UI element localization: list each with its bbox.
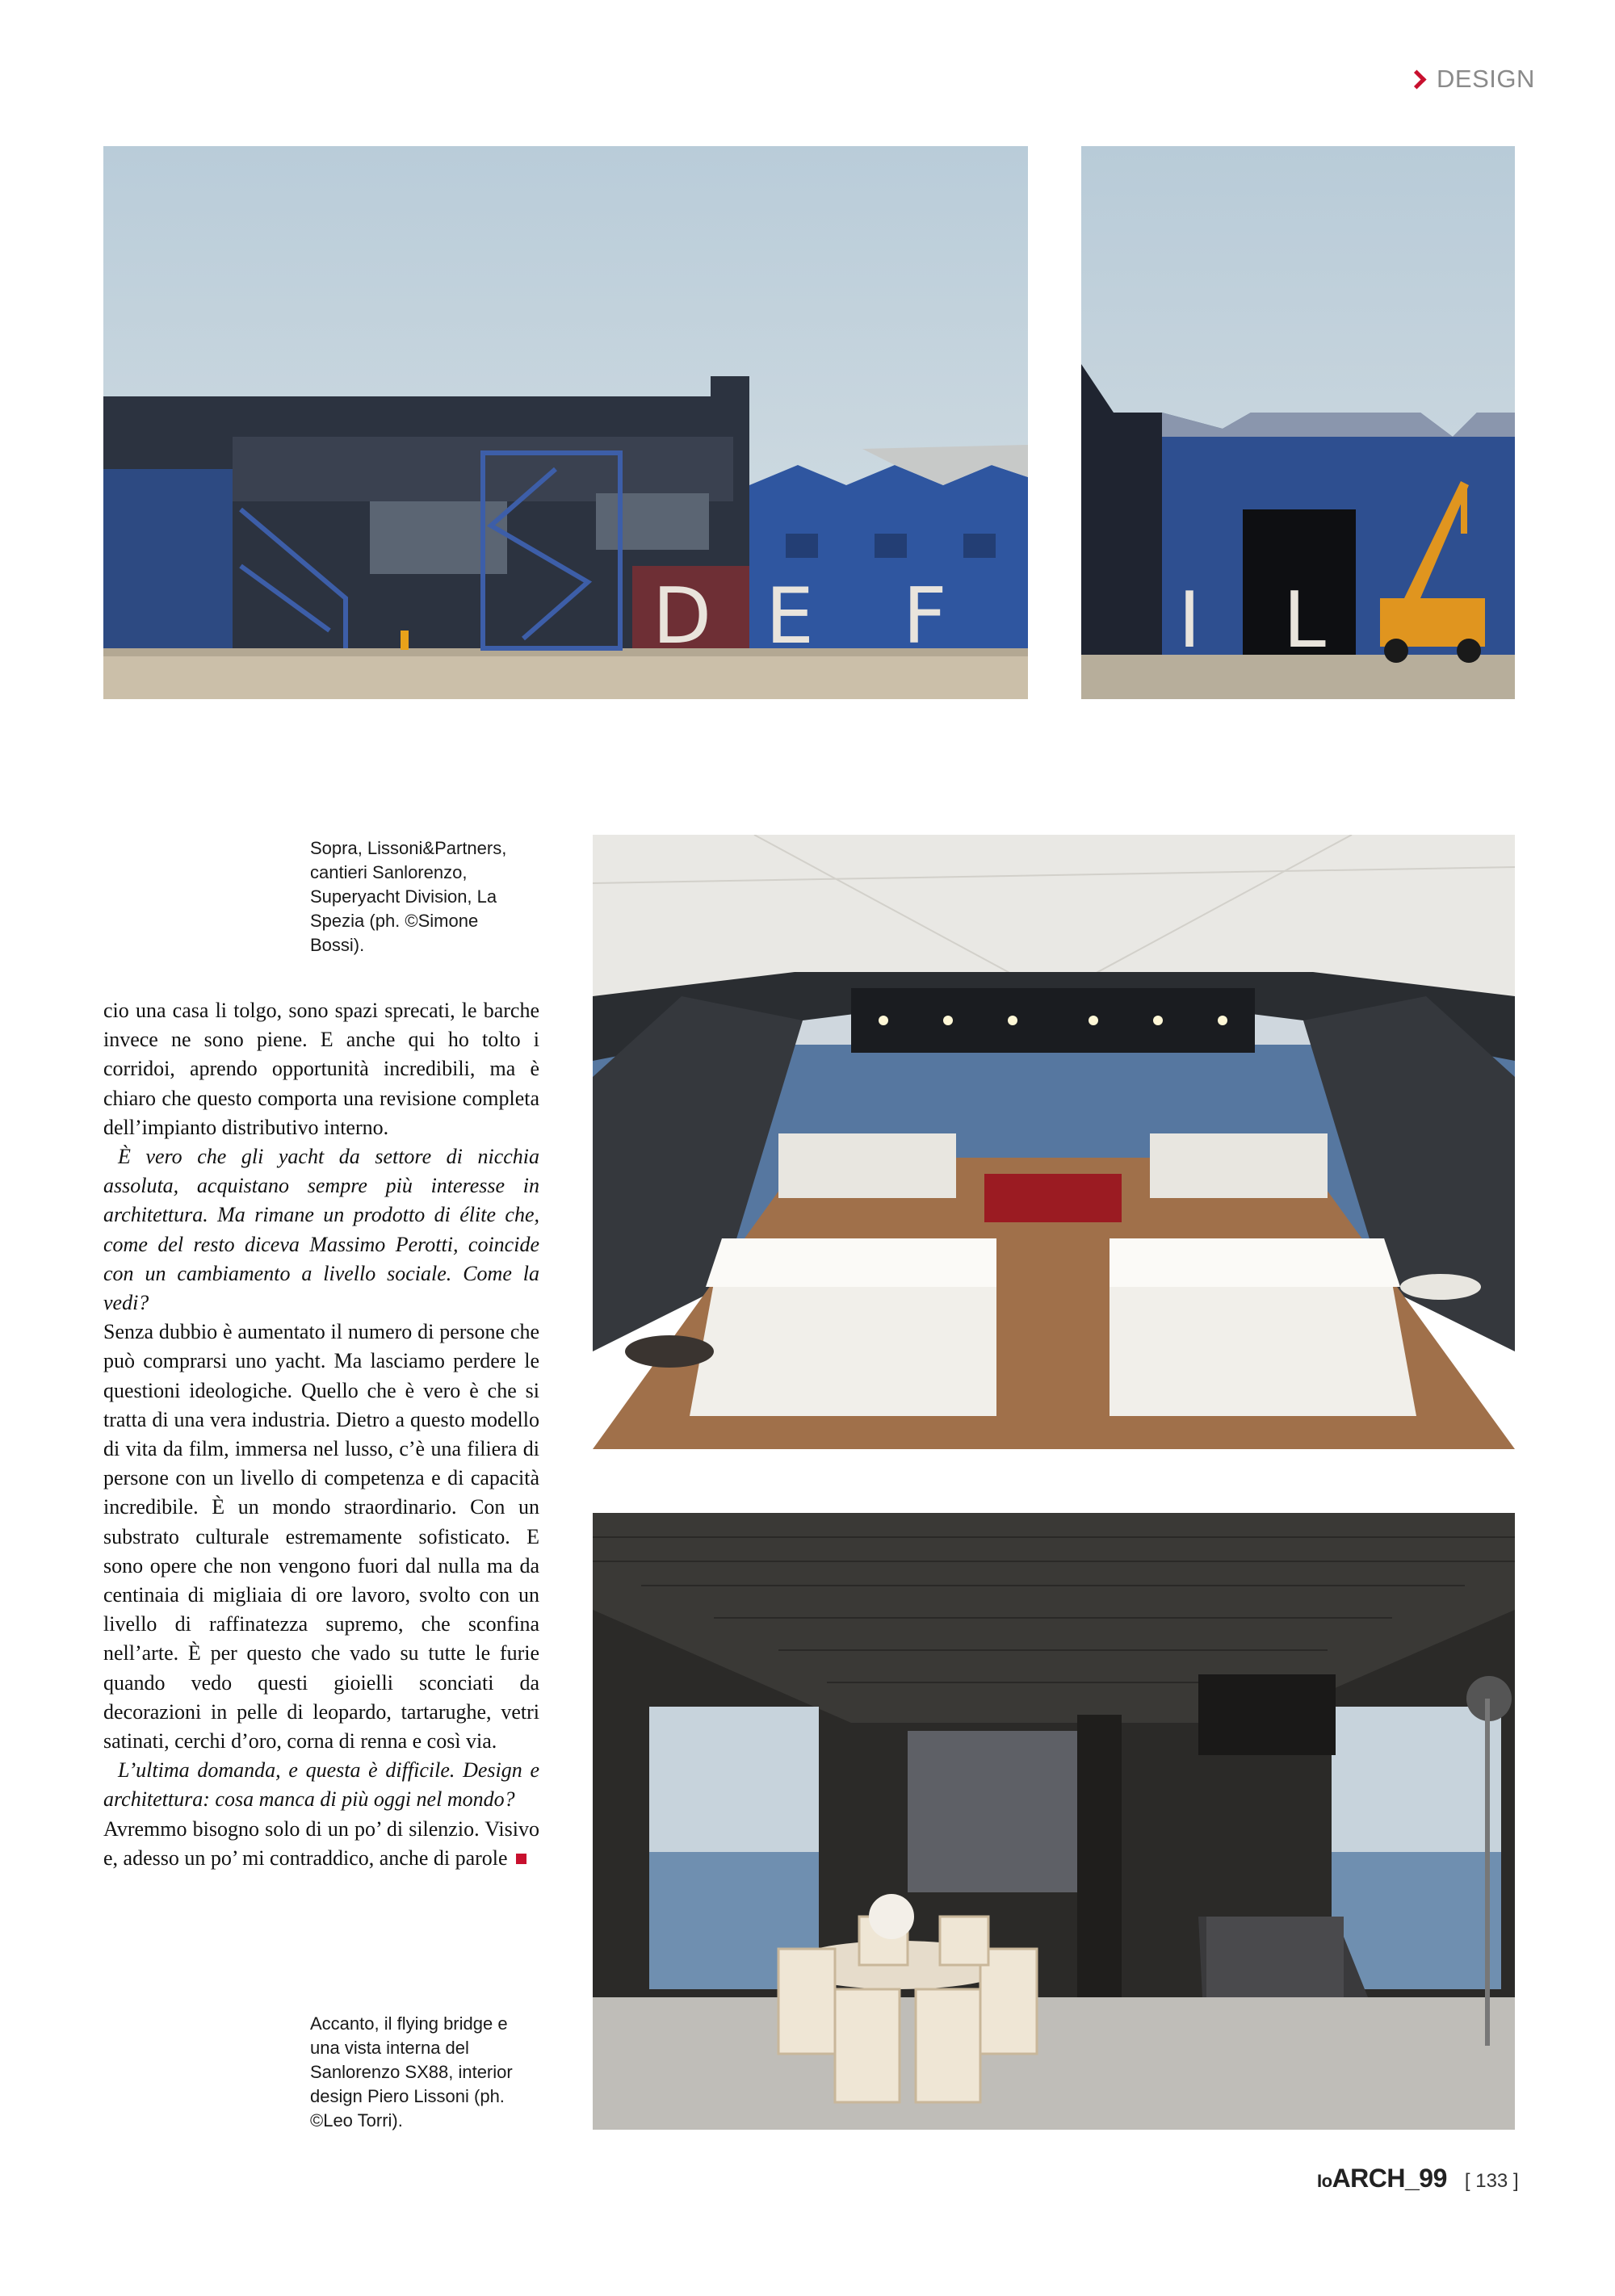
magazine-io: Io	[1317, 2171, 1332, 2191]
interior-photo	[593, 1513, 1515, 2130]
caption-top-text: Sopra, Lissoni&Partners, cantieri Sanlorenzo, Superyacht Division, La Spezia (ph. ©Simone Bossi).	[310, 838, 507, 955]
caption-top	[310, 836, 528, 957]
caption-bottom	[310, 2012, 528, 2133]
letter-d: D	[652, 572, 712, 661]
letter-e: E	[766, 572, 815, 661]
chevron-right-icon	[1407, 69, 1426, 89]
article-paragraph-3	[103, 1815, 539, 1873]
letter-f: F	[903, 572, 947, 661]
section-title: DESIGN	[1437, 65, 1535, 93]
end-square-icon	[516, 1854, 526, 1864]
article-question-2: L’ultima domanda, e questa è difficile. Design e architettura: cosa manca di più oggi nel mondo?	[103, 1758, 539, 1812]
letter-l: L	[1283, 576, 1326, 665]
magazine-name	[1317, 2164, 1447, 2193]
flying-bridge-photo	[593, 835, 1515, 1449]
magazine-issue: ARCH_99	[1332, 2164, 1447, 2193]
article-body	[103, 996, 539, 1873]
article-question-1: È vero che gli yacht da settore di nicchia assoluta, acquistano sempre più interesse in architettura. Ma rimane un prodotto di élite che, come del resto diceva Massimo Perotti, coincide con un cambiamento a livello sociale. Come la vedi?	[103, 1145, 539, 1315]
page-number: [ 133 ]	[1464, 2170, 1519, 2192]
shipyard-photo-narrow	[1081, 146, 1515, 699]
article-paragraph-3-text: Avremmo bisogno solo di un po’ di silenzio. Visivo e, adesso un po’ mi contraddico, anche di parole	[103, 1816, 539, 1870]
article-paragraph-2: Senza dubbio è aumentato il numero di persone che può comprarsi uno yacht. Ma lasciamo perdere le questioni ideologiche. Quello che è vero è che si tratta di una vera industria. Dietro a questo modello di vita da film, immersa nel lusso, c’è una filiera di persone con un livello di competenza e di capacità incredibile. È un mondo straordinario. Con un substrato culturale estremamente sofisticato. E sono opere che non vengono fuori dal nulla ma da centinaia di migliaia di ore lavoro, svolto con un livello di raffinatezza supremo, che sconfina nell’arte. È per questo che vado su tutte le furie quando vedo questi gioielli sconciati da decorazioni in pelle di leopardo, tartarughe, vetri satinati, cerchi d’oro, corna di renna e così via.	[103, 1320, 539, 1753]
caption-bottom-text: Accanto, il flying bridge e una vista interna del Sanlorenzo SX88, interior design Piero Lissoni (ph. ©Leo Torri).	[310, 2013, 513, 2131]
article-paragraph-1: cio una casa li tolgo, sono spazi sprecati, le barche invece ne sono piene. E anche qui ho tolto i corridoi, aprendo opportunità incredibili, ma è chiaro che questo comporta una revisione completa dell’impianto distributivo interno.	[103, 999, 539, 1139]
letter-i: I	[1178, 576, 1202, 665]
page-footer	[1317, 2164, 1519, 2193]
shipyard-photo-wide	[103, 146, 1028, 699]
section-label	[1410, 65, 1535, 94]
